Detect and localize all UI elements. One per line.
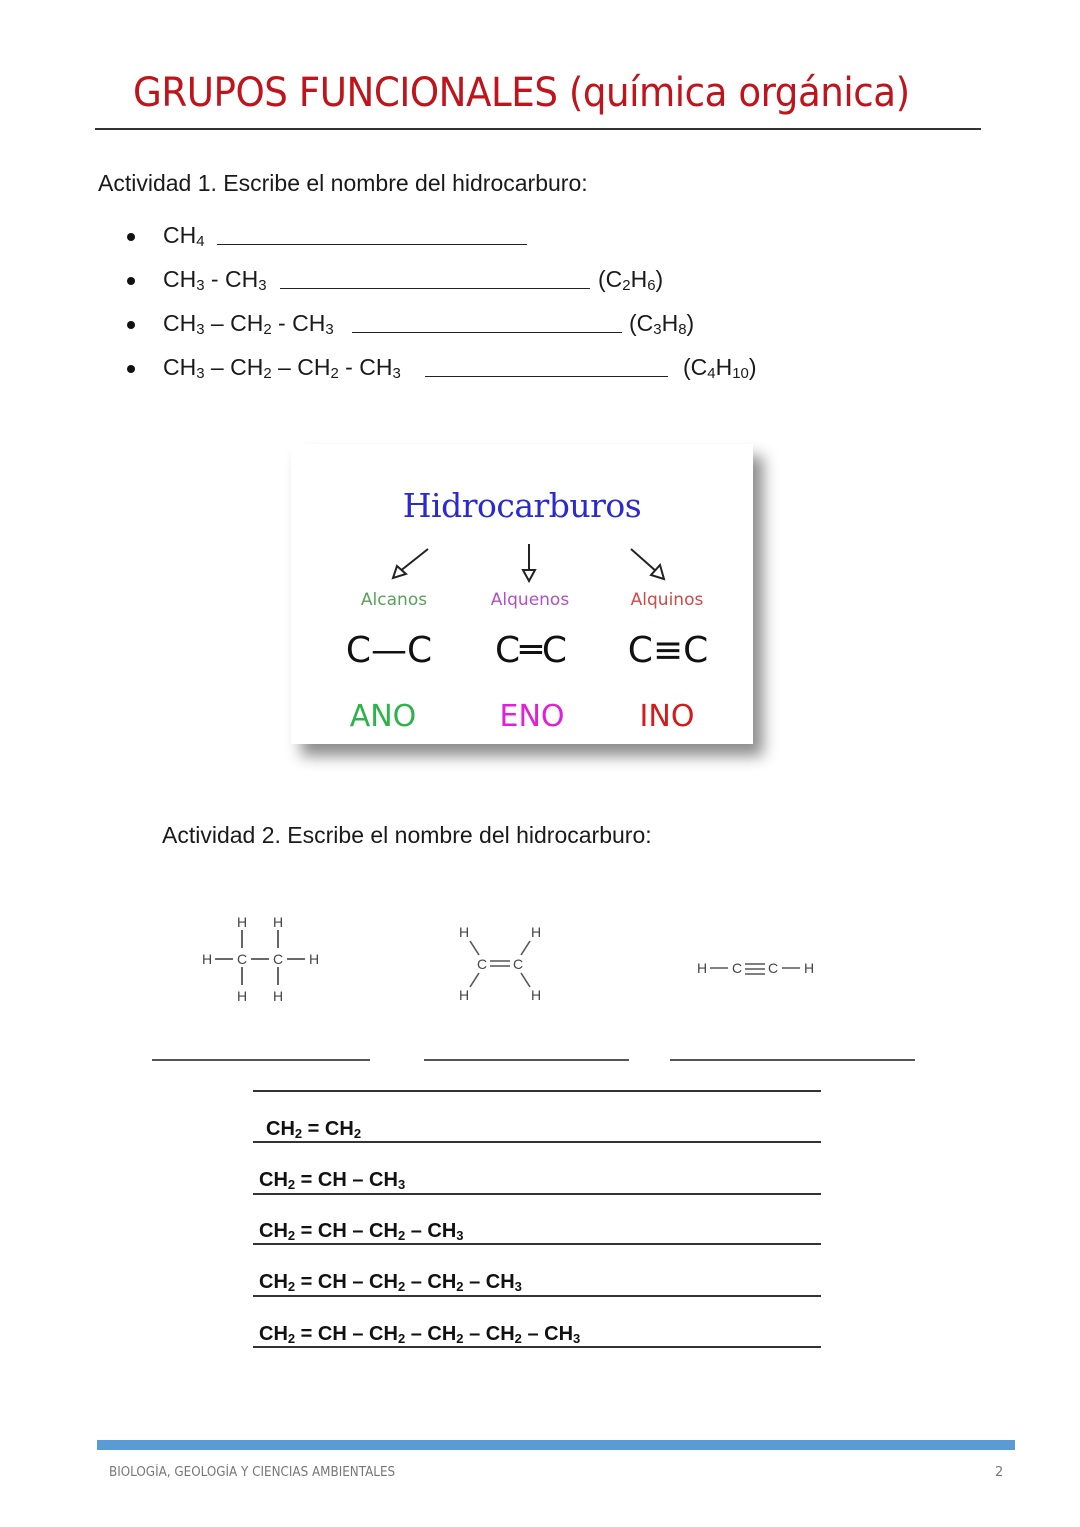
triple-bond: C≡C bbox=[627, 630, 709, 671]
svg-text:H: H bbox=[696, 960, 708, 976]
answer-line[interactable] bbox=[253, 1295, 821, 1297]
svg-text:H: H bbox=[272, 988, 284, 1004]
bullet-icon bbox=[127, 365, 135, 373]
answer-line[interactable] bbox=[253, 1346, 821, 1348]
bullet-icon bbox=[127, 321, 135, 329]
molecular-formula: $(C_4H_{10})$ bbox=[683, 354, 757, 382]
molecular-formula: $(C_2H_6)$ bbox=[598, 266, 664, 294]
formula-ch4: $CH_4$ bbox=[163, 222, 205, 250]
diagram-title: Hidrocarburos bbox=[402, 486, 642, 525]
svg-text:C: C bbox=[731, 960, 743, 976]
family-label-alquinos: Alquinos bbox=[630, 590, 704, 610]
alkene-formula-4: $CH_2$ = CH – $CH_2 - CH_2 - CH_3$ bbox=[259, 1271, 522, 1294]
svg-text:H: H bbox=[236, 988, 248, 1004]
alkene-formula-2: $CH_2$ = CH – $CH_3$ bbox=[259, 1169, 406, 1192]
ethyne-structure bbox=[690, 955, 825, 985]
suffix-ino: INO bbox=[639, 699, 695, 734]
alkene-formula-5: $CH_2$ = CH – $CH_2 - CH_2 - CH_2 - CH_3$ bbox=[259, 1323, 581, 1346]
svg-text:H: H bbox=[272, 914, 284, 930]
single-bond: C—C bbox=[345, 630, 433, 671]
title-divider bbox=[95, 128, 981, 130]
svg-text:C: C bbox=[767, 960, 779, 976]
answer-line[interactable] bbox=[253, 1193, 821, 1195]
activity-1-prompt: Actividad 1. Escribe el nombre del hidrocarburo: bbox=[98, 170, 588, 196]
double-bond: C═C bbox=[495, 630, 567, 671]
page-number: 2 bbox=[995, 1465, 1004, 1480]
answer-blank[interactable] bbox=[352, 310, 622, 333]
footer-subject: BIOLOGÍA, GEOLOGÍA Y CIENCIAS AMBIENTALES bbox=[109, 1465, 396, 1480]
answer-line-ethene[interactable] bbox=[424, 1059, 629, 1061]
answer-blank[interactable] bbox=[425, 354, 668, 377]
svg-text:H: H bbox=[458, 987, 470, 1003]
answer-blank[interactable] bbox=[217, 222, 527, 245]
family-label-alcanos: Alcanos bbox=[360, 590, 428, 610]
family-label-alquenos: Alquenos bbox=[490, 590, 570, 610]
alkene-formula-3: $CH_2$ = CH – $CH_2 - CH_3$ bbox=[259, 1220, 464, 1243]
formula-butane: $CH_3 - CH_2 - CH_2 - CH_3$ bbox=[163, 354, 401, 382]
svg-text:C: C bbox=[476, 956, 488, 972]
page-title: GRUPOS FUNCIONALES (química orgánica) bbox=[133, 70, 910, 116]
arrow-icons bbox=[291, 444, 753, 604]
ethene-structure bbox=[450, 915, 555, 1010]
answer-line-ethane[interactable] bbox=[152, 1059, 370, 1061]
suffix-ano: ANO bbox=[349, 699, 417, 734]
answer-line-ethyne[interactable] bbox=[670, 1059, 915, 1061]
formula-ethane: $CH_3 - CH_3$ bbox=[163, 266, 267, 294]
svg-text:H: H bbox=[308, 951, 320, 967]
footer-bar bbox=[97, 1440, 1015, 1450]
activity-2-prompt: Actividad 2. Escribe el nombre del hidrocarburo: bbox=[162, 822, 652, 848]
alkene-list bbox=[253, 1090, 821, 1350]
svg-text:C: C bbox=[272, 951, 284, 967]
answer-line[interactable] bbox=[253, 1141, 821, 1143]
answer-blank[interactable] bbox=[280, 266, 590, 289]
suffix-eno: ENO bbox=[499, 699, 565, 734]
answer-line[interactable] bbox=[253, 1090, 821, 1092]
svg-text:H: H bbox=[201, 951, 213, 967]
alkene-formula-1: $CH_2 = CH_2$ bbox=[266, 1118, 362, 1141]
answer-line[interactable] bbox=[253, 1243, 821, 1245]
bullet-icon bbox=[127, 277, 135, 285]
ethane-structure bbox=[195, 905, 335, 1010]
svg-text:C: C bbox=[512, 956, 524, 972]
svg-text:H: H bbox=[530, 987, 542, 1003]
svg-text:H: H bbox=[530, 924, 542, 940]
svg-text:H: H bbox=[803, 960, 815, 976]
svg-text:H: H bbox=[458, 924, 470, 940]
formula-propane: $CH_3 - CH_2 - CH_3$ bbox=[163, 310, 334, 338]
molecular-formula: $(C_3H_8)$ bbox=[629, 310, 695, 338]
svg-text:C: C bbox=[236, 951, 248, 967]
bullet-icon bbox=[127, 233, 135, 241]
svg-text:H: H bbox=[236, 914, 248, 930]
hydrocarbons-diagram bbox=[291, 444, 753, 744]
